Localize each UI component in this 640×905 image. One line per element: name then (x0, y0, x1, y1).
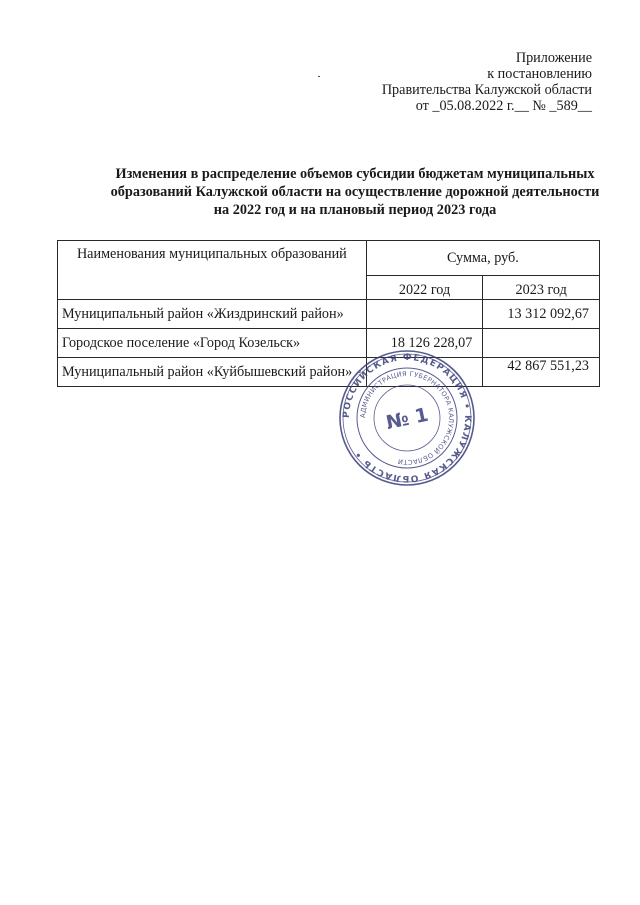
title-line-3: на 2022 год и на плановый период 2023 года (213, 202, 497, 218)
row-value-2022 (366, 300, 483, 329)
seal-outer-text: РОССИЙСКАЯ ФЕДЕРАЦИЯ • КАЛУЖСКАЯ ОБЛАСТЬ • (341, 352, 473, 484)
header-municipality-name: Наименования муниципальных образований (58, 241, 367, 300)
official-seal (337, 348, 477, 488)
table-row (58, 358, 600, 387)
table-row (58, 329, 600, 358)
title-line-2: образований Калужской области на осуществление дорожной деятельности (110, 184, 600, 200)
header-line-government: Правительства Калужской области (381, 82, 592, 98)
appendix-header (332, 50, 592, 114)
header-line-to-resolution: к постановлению (487, 66, 592, 82)
row-value-2023 (483, 329, 600, 358)
row-municipality-name: Муниципальный район «Жиздринский район» (58, 300, 367, 329)
seal-inner-text: АДМИНИСТРАЦИЯ ГУБЕРНАТОРА КАЛУЖСКОЙ ОБЛАСТИ (358, 369, 456, 467)
table-row (58, 300, 600, 329)
header-line-appendix: Приложение (515, 50, 592, 66)
seal-number: № 1 (384, 403, 431, 435)
subsidy-table (57, 240, 600, 387)
header-line-date-number: от _05.08.2022 г.__ № _589__ (415, 98, 592, 114)
title-line-1: Изменения в распределение объемов субсидии бюджетам муниципальных (115, 166, 595, 182)
row-value-2022: 18 126 228,07 (366, 329, 483, 358)
scan-speck (318, 76, 320, 77)
row-municipality-name: Муниципальный район «Куйбышевский район» (58, 358, 367, 387)
header-sum: Сумма, руб. (366, 241, 599, 276)
row-municipality-name: Городское поселение «Город Козельск» (58, 329, 367, 358)
header-year-2023: 2023 год (483, 276, 600, 300)
document-title (60, 165, 640, 219)
row-value-2023: 13 312 092,67 (483, 300, 600, 329)
row-value-2023: 42 867 551,23 (483, 358, 600, 387)
header-year-2022: 2022 год (366, 276, 483, 300)
